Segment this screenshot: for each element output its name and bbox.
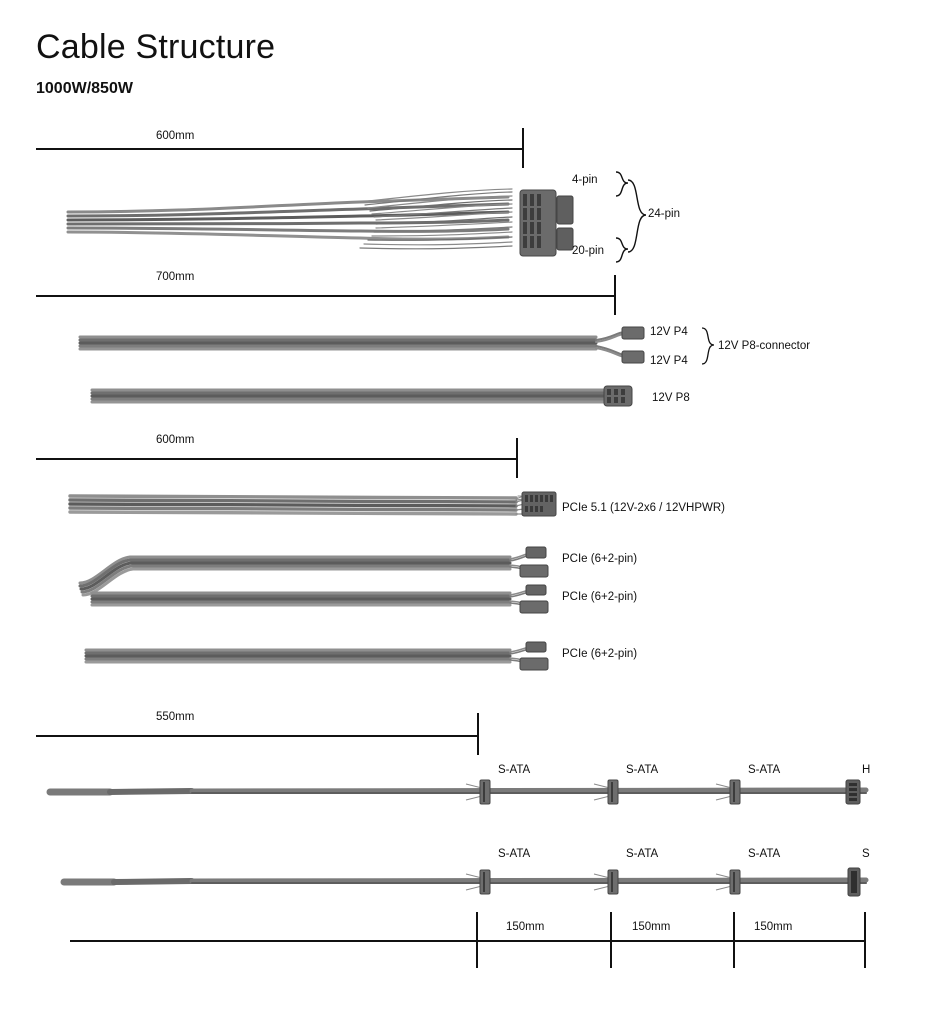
atx-cable-art [60,180,540,270]
sata-row2-art [60,860,880,905]
cpu-p4-cable-art [76,325,646,370]
measure-label-cpu: 700mm [152,271,198,283]
label-12v-p4-b: 12V P4 [650,355,688,367]
label-pcie-51: PCIe 5.1 (12V-2x6 / 12VHPWR) [562,502,725,514]
measure-label-seg-1: 150mm [502,921,548,933]
measure-label-pcie: 600mm [152,434,198,446]
label-24-pin: 24-pin [648,208,680,220]
measure-label-seg-2: 150mm [628,921,674,933]
measure-tick-pcie [516,438,518,478]
label-12v-p4-a: 12V P4 [650,326,688,338]
measure-line-pcie [36,458,518,460]
measure-line-sata-segments [70,940,866,942]
measure-line-atx [36,148,524,150]
label-sata-r1-c2: S-ATA [626,764,659,776]
measure-tick-seg-4 [864,912,866,968]
label-12v-p8-connector: 12V P8-connector [718,340,811,352]
label-sata-r2-end: S [862,848,870,860]
cpu-p8-cable-art [88,382,658,410]
measure-label-sata: 550mm [152,711,198,723]
label-20-pin: 20-pin [572,245,604,257]
page-subtitle: 1000W/850W [36,80,133,97]
brace-24pin [626,178,648,256]
measure-tick-seg-1 [476,912,478,968]
label-pcie-b: PCIe (6+2-pin) [562,591,638,603]
measure-tick-atx [522,128,524,168]
pcie-c-cable-art [82,640,572,676]
sata-row1-art [46,770,876,815]
label-pcie-a: PCIe (6+2-pin) [562,553,638,565]
label-sata-r2-c2: S-ATA [626,848,659,860]
measure-line-sata [36,735,478,737]
measure-line-cpu [36,295,616,297]
pcie-b-cable-art [88,585,578,621]
page-title: Cable Structure [36,28,276,66]
label-sata-r2-c3: S-ATA [748,848,781,860]
label-sata-r1-end: H [862,764,871,776]
measure-tick-seg-2 [610,912,612,968]
measure-label-atx: 600mm [152,130,198,142]
measure-tick-cpu [614,275,616,315]
brace-12v-p8-connector [700,326,716,368]
pcie-a-cable-art [74,545,574,585]
label-pcie-c: PCIe (6+2-pin) [562,648,638,660]
label-sata-r2-c1: S-ATA [498,848,531,860]
pcie51-cable-art [66,488,586,524]
label-12v-p8: 12V P8 [652,392,690,404]
label-sata-r1-c1: S-ATA [498,764,531,776]
measure-tick-seg-3 [733,912,735,968]
label-sata-r1-c3: S-ATA [748,764,781,776]
measure-tick-sata [477,713,479,755]
label-4-pin: 4-pin [572,174,598,186]
measure-label-seg-3: 150mm [750,921,796,933]
